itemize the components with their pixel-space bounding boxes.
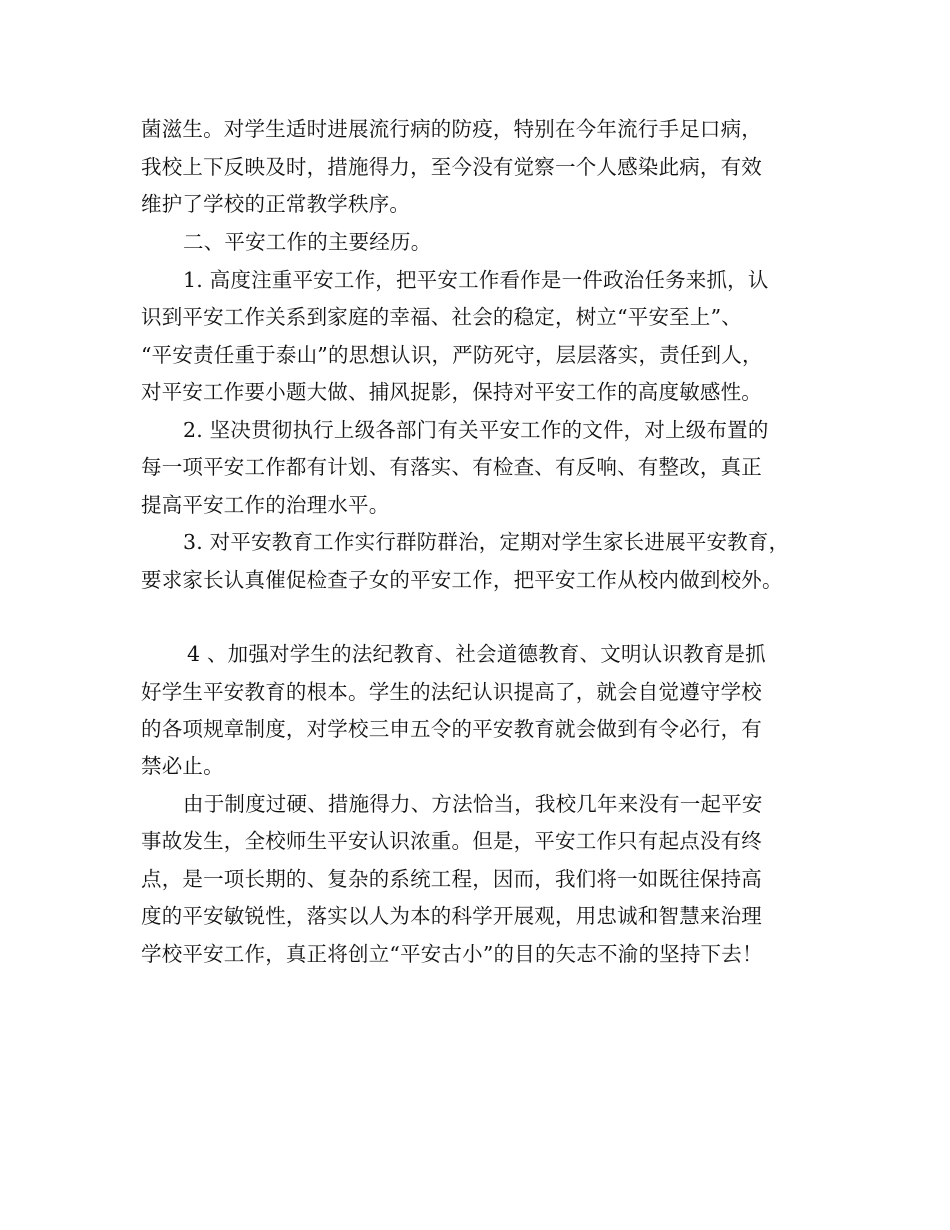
text-line: 禁必止。 — [141, 754, 224, 778]
text-line: 2. 坚决贯彻执行上级各部门有关平安工作的文件，对上级布置的 — [183, 418, 769, 442]
text-line: 好学生平安教育的根本。学生的法纪认识提高了，就会自觉遵守学校 — [141, 680, 762, 704]
text-line: 提高平安工作的治理水平。 — [141, 493, 390, 517]
text-line: 每一项平安工作都有计划、有落实、有检查、有反响、有整改，真正 — [141, 455, 762, 479]
text-line: 点，是一项长期的、复杂的系统工程，因而，我们将一如既往保持高 — [141, 867, 762, 891]
text-line: 事故发生，全校师生平安认识浓重。但是，平安工作只有起点没有终 — [141, 829, 762, 853]
text-line: “平安责任重于泰山”的思想认识，严防死守，层层落实，责任到人， — [141, 343, 763, 367]
text-line: 学校平安工作，真正将创立“平安古小”的目的矢志不渝的坚持下去！ — [141, 942, 763, 966]
text-line: 1. 高度注重平安工作，把平安工作看作是一件政治任务来抓，认 — [183, 268, 769, 292]
text-line: 4 、加强对学生的法纪教育、社会道德教育、文明认识教育是抓 — [187, 642, 766, 666]
text-line: 我校上下反映及时，措施得力，至今没有觉察一个人感染此病，有效 — [141, 155, 762, 179]
text-line: 对平安工作要小题大做、捕风捉影，保持对平安工作的高度敏感性。 — [141, 380, 762, 404]
text-line: 的各项规章制度，对学校三申五令的平安教育就会做到有令必行，有 — [141, 717, 762, 741]
text-line: 由于制度过硬、措施得力、方法恰当，我校几年来没有一起平安 — [183, 792, 763, 816]
text-line: 维护了学校的正常教学秩序。 — [141, 192, 411, 216]
text-line: 3. 对平安教育工作实行群防群治，定期对学生家长进展平安教育， — [183, 530, 790, 554]
text-line: 识到平安工作关系到家庭的幸福、社会的稳定，树立“平安至上”、 — [141, 305, 742, 329]
text-line: 菌滋生。对学生适时进展流行病的防疫，特别在今年流行手足口病， — [141, 117, 762, 141]
section-heading: 二、平安工作的主要经历。 — [183, 230, 432, 254]
text-line: 度的平安敏锐性，落实以人为本的科学开展观，用忠诚和智慧来治理 — [141, 904, 762, 928]
text-line: 要求家长认真催促检查子女的平安工作，把平安工作从校内做到校外。 — [141, 568, 783, 592]
